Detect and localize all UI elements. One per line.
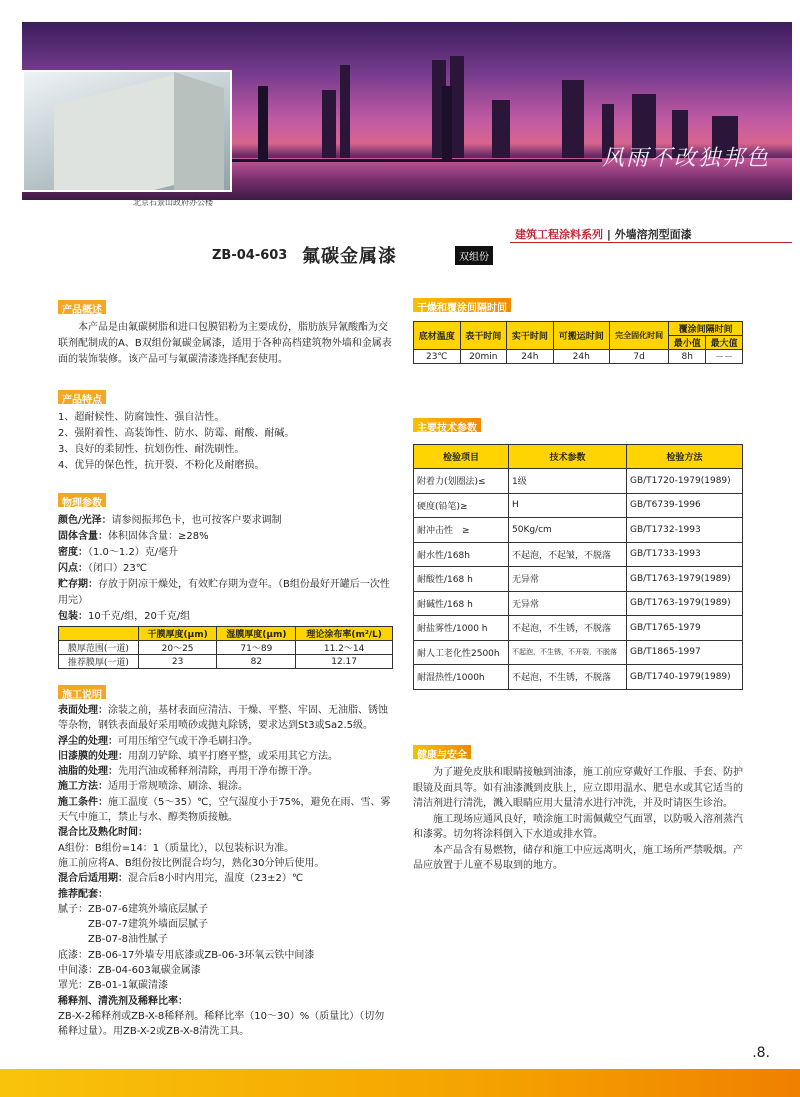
list-item: 4、优异的保色性，抗开裂、不粉化及耐磨损。	[58, 460, 265, 471]
table-row: 耐湿热性/1000h 不起泡，不生锈，不脱落 GB/T1740-1979(1989)	[414, 665, 743, 690]
table-row: 耐冲击性 ≥ 50Kg/cm GB/T1732-1993	[414, 518, 743, 543]
product-code: ZB-04-603	[212, 248, 288, 263]
section-physical: 物理参数	[58, 493, 106, 507]
section-safety: 健康与安全	[413, 745, 471, 759]
features-list	[58, 410, 393, 474]
construction-line: ZB-07-7建筑外墙面层腻子	[58, 919, 209, 931]
list-item: 1、超耐候性、防腐蚀性、强自洁性。	[58, 412, 225, 423]
table-row: 耐盐雾性/1000 h 不起泡，不生锈，不脱落 GB/T1765-1979	[414, 616, 743, 641]
film-thickness-table: 干膜厚度(μm) 湿膜厚度(μm) 理论涂布率(m²/L) 膜厚范围(一道) 20～25 71～89 11.2～14 推荐膜厚(一道) 23 82 12.17	[58, 626, 393, 669]
construction-line: 施工条件：施工温度（5～35）℃，空气湿度小于75%，避免在雨、雪、雾天气中施工，禁止与水、醇类物质接触。	[58, 796, 391, 824]
footer-bar	[0, 1069, 800, 1097]
table-row: 膜厚范围(一道) 20～25 71～89 11.2～14	[59, 641, 393, 655]
tech-table: 检验项目 技术参数 检验方法 附着力(划圈法)≤ 1级 GB/T1720-1979(1989) 硬度(铅笔)≥ H GB/T6739-1996 耐冲击性 ≥ 50Kg/cm GB/T1732-1993 耐水性/168h 不起泡，不起皱，不脱落 GB/T1733-1993 耐酸性/168 h 无异常 GB/T1763-1979(1989) 耐碱性/168 h 无异常 GB/T1763-1979(1989) 耐盐雾性/1000 h 不起泡，不生锈，不脱落 GB/T1765-1979 耐人工老化性2500h 不起泡，不生锈，不开裂，不脱落 GB/T1865-1997 耐湿热性/1000h 不起泡，不生锈，不脱落 GB/T1740-1979(1989)	[413, 444, 743, 690]
product-name: 氟碳金属漆	[302, 246, 397, 267]
table-row: 耐酸性/168 h 无异常 GB/T1763-1979(1989)	[414, 567, 743, 592]
list-item: 2、强附着性、高装饰性、防水、防霉、耐酸、耐碱。	[58, 428, 295, 439]
calligraphy-logo: 风雨不改独邦色	[601, 146, 770, 171]
building-photo	[22, 70, 232, 192]
construction-text	[58, 703, 393, 1040]
construction-line: 中间漆：ZB-04-603氟碳金属漆	[58, 965, 201, 977]
construction-line: 推荐配套：	[58, 888, 108, 900]
section-construction: 施工说明	[58, 685, 106, 699]
drying-table: 底材温度 表干时间 实干时间 可搬运时间 完全固化时间 覆涂间隔时间 最小值 最大值 23℃ 20min 24h 24h 7d 8h －－	[413, 321, 743, 364]
table-row: 附着力(划圈法)≤ 1级 GB/T1720-1979(1989)	[414, 469, 743, 494]
construction-line: 罩光：ZB-01-1氟碳清漆	[58, 980, 169, 992]
section-overview: 产品概述	[58, 300, 106, 314]
table-row: 耐碱性/168 h 无异常 GB/T1763-1979(1989)	[414, 591, 743, 616]
construction-line: ZB-07-8油性腻子	[58, 934, 169, 946]
table-row: 耐人工老化性2500h 不起泡，不生锈，不开裂，不脱落 GB/T1865-1997	[414, 640, 743, 665]
list-item: 3、良好的柔韧性、抗划伤性、耐洗刷性。	[58, 444, 245, 455]
page-number: .8.	[752, 1045, 770, 1061]
section-drying: 干燥和覆涂间隔时间	[413, 298, 511, 312]
overview-text: 本产品是由氟碳树脂和进口包膜铝粉为主要成份，脂肪族异氰酸酯为交联剂配制成的A、B双组份氟碳金属漆，适用于各种高档建筑物外墙和金属表面的装饰装修。该产品可与氟碳清漆选择配套使用。	[58, 322, 392, 365]
series-title: 建筑工程涂料系列 | 外墙溶剂型面漆	[515, 228, 692, 241]
divider	[510, 242, 792, 243]
construction-line: ZB-X-2稀释剂或ZB-X-8稀释剂。稀释比率（10～30）%（质量比）（切勿稀释过量）。用ZB-X-2或ZB-X-8清洗工具。	[58, 1010, 385, 1038]
construction-line: 油脂的处理：先用汽油或稀释剂清除，再用干净布擦干净。	[58, 766, 318, 778]
construction-line: 混合比及熟化时间：	[58, 827, 148, 839]
photo-caption: 北京石景山政府办公楼	[133, 198, 213, 207]
construction-line: 腻子：ZB-07-6建筑外墙底层腻子	[58, 903, 209, 915]
construction-line: 混合后适用期：混合后8小时内用完，温度（23±2）℃	[58, 873, 304, 885]
construction-line: 施工方法：适用于常规喷涂、刷涂、辊涂。	[58, 781, 248, 793]
construction-line: 底漆：ZB-06-17外墙专用底漆或ZB-06-3环氧云铁中间漆	[58, 949, 315, 961]
construction-line: 浮尘的处理：可用压缩空气或干净毛刷扫净。	[58, 735, 258, 747]
table-row: 硬度(铅笔)≥ H GB/T6739-1996	[414, 493, 743, 518]
construction-line: A组份：B组份=14：1（质量比），以包装标识为准。	[58, 842, 295, 854]
construction-line: 施工前应将A、B组份按比例混合均匀，熟化30分钟后使用。	[58, 857, 325, 869]
physical-params: 颜色/光泽：请参阅振邦色卡，也可按客户要求调制 固体含量：体积固体含量：≥28% 密度：（1.0～1.2）克/毫升 闪点：（闭口）23℃ 贮存期：存放于阴凉干燥处，有效贮存期为壹年。（B组份最好开罐后一次性用完） 包装：10千克/组，20千克/组	[58, 515, 390, 622]
construction-line: 表面处理：涂装之前，基材表面应清洁、干燥、平整、牢固、无油脂、锈蚀等杂物，钢铁表面最好采用喷砂或抛丸除锈，要求达到St3或Sa2.5级。	[58, 705, 388, 732]
construction-line: 旧漆膜的处理：用刮刀铲除、填平打磨平整，或采用其它方法。	[58, 750, 338, 762]
product-tag: 双组份	[455, 246, 493, 265]
section-tech: 主要技术参数	[413, 418, 481, 432]
table-row: 23℃ 20min 24h 24h 7d 8h －－	[414, 350, 743, 364]
table-row: 推荐膜厚(一道) 23 82 12.17	[59, 655, 393, 669]
section-features: 产品特点	[58, 390, 106, 404]
safety-text: 为了避免皮肤和眼睛接触到油漆，施工前应穿戴好工作服、手套、防护眼镜及面具等。如有油漆溅到皮肤上，应立即用温水、肥皂水或其它适当的清洁剂进行清洗，溅入眼睛应用大量清水进行冲洗，并及时请医生诊治。 施工现场应通风良好，喷涂施工时需佩戴空气面罩，以防吸入溶剂蒸汽和漆雾。切勿将涂料倒入下水道或排水管。 本产品含有易燃物，储存和施工中应远离明火，施工场所严禁吸烟。产品应放置于儿童不易取到的地方。	[413, 767, 743, 871]
table-row: 耐水性/168h 不起泡，不起皱，不脱落 GB/T1733-1993	[414, 542, 743, 567]
construction-line: 稀释剂、清洗剂及稀释比率：	[58, 995, 188, 1007]
